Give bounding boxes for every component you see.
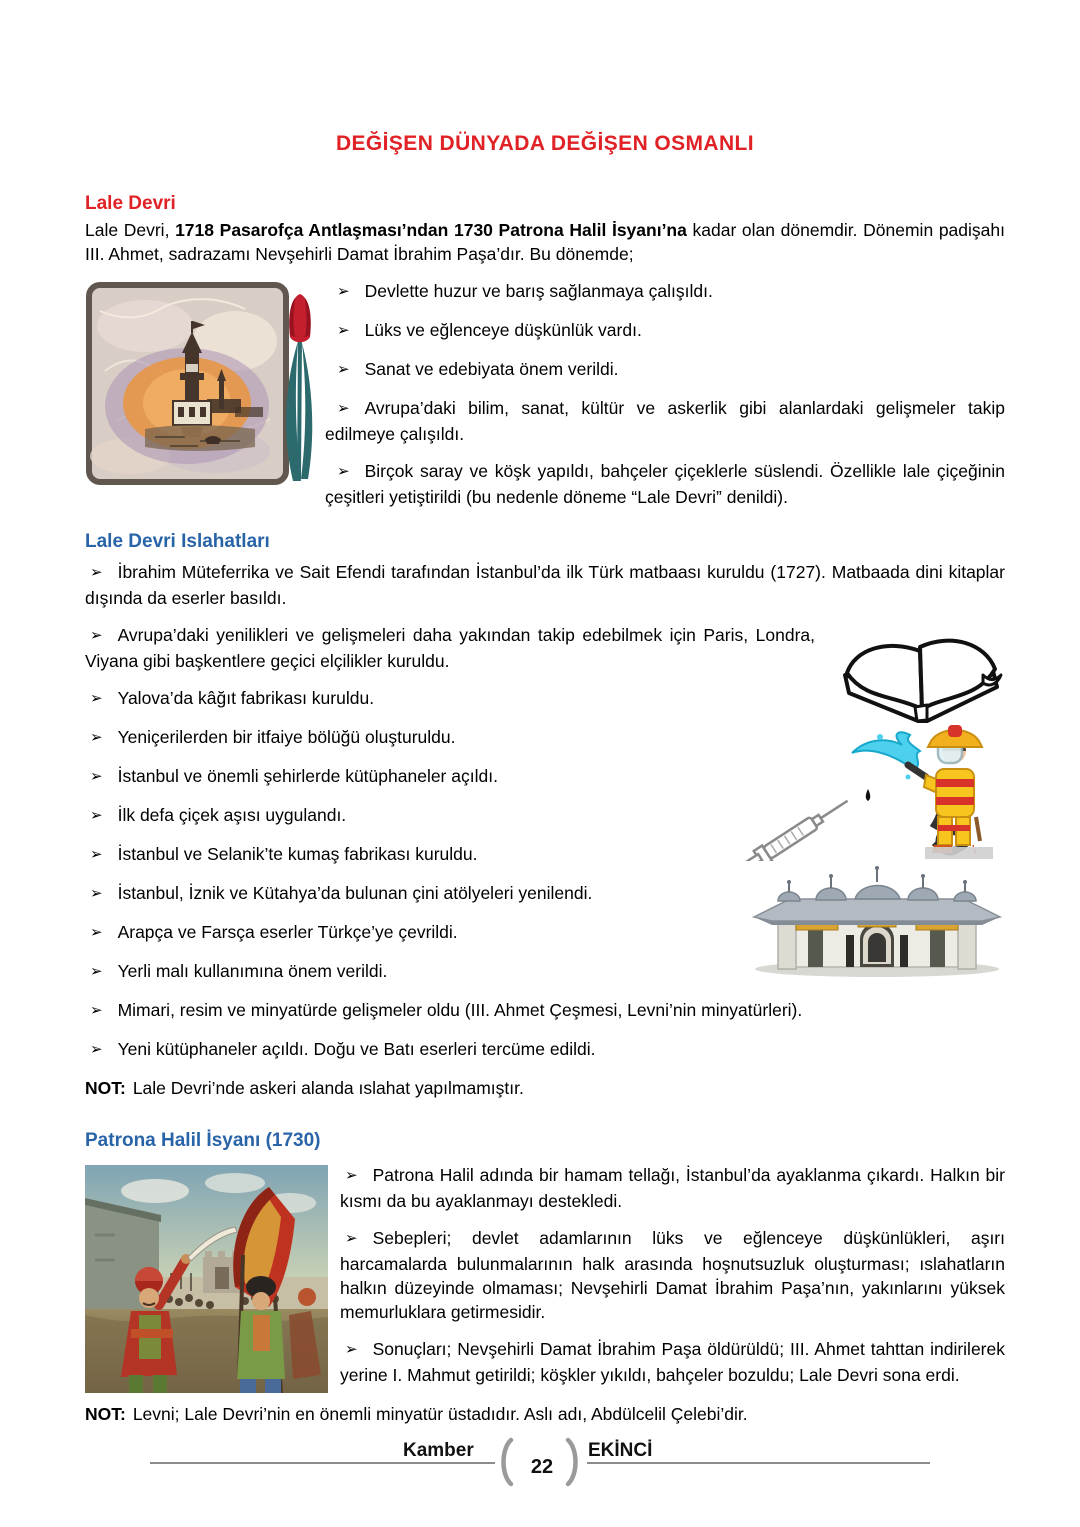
bullet-text: Lüks ve eğlenceye düşkünlük vardı. bbox=[364, 320, 642, 340]
heading-patrona-halil: Patrona Halil İsyanı (1730) bbox=[85, 1130, 321, 1151]
open-book-image bbox=[825, 623, 1005, 723]
arrow-bullet-icon: ➢ bbox=[90, 846, 103, 863]
islahat-note bbox=[85, 1076, 1005, 1100]
bullet-text: Avrupa’daki bilim, sanat, kültür ve askerlik gibi alanlardaki gelişmeler takip edilmeye çalışıldı. bbox=[325, 398, 1005, 444]
arrow-bullet-icon: ➢ bbox=[90, 924, 103, 941]
firefighter-hose-syringe-illustration bbox=[730, 725, 1005, 861]
bullet-text: Yeniçerilerden bir itfaiye bölüğü oluşturuldu. bbox=[117, 727, 456, 747]
bullet-text: Sanat ve edebiyata önem verildi. bbox=[364, 359, 619, 379]
footer-line-right bbox=[587, 1462, 930, 1464]
ebru-tower-tulip-image bbox=[85, 281, 315, 486]
ahmet-III-fountain-illustration bbox=[750, 863, 1005, 977]
list-item bbox=[85, 1037, 1005, 1063]
intro-text-1: Lale Devri, bbox=[85, 220, 176, 240]
intro-text-2: kadar olan dönemdir. Dönemin padişahı III. Ahmet, sadrazamı Nevşehirli Damat İbrahim Paşa’dır. Bu dönemde; bbox=[85, 220, 1005, 264]
arrow-bullet-icon: ➢ bbox=[345, 1167, 358, 1184]
intro-text-bold: 1718 Pasarofça Antlaşması’ndan 1730 Patrona Halil İsyanı’na bbox=[175, 220, 687, 240]
fountain-image bbox=[750, 863, 1005, 977]
firefighter-syringe-image bbox=[730, 725, 1005, 861]
right-brace-icon bbox=[564, 1437, 584, 1487]
page-footer bbox=[150, 1420, 930, 1490]
lale-devri-section bbox=[85, 279, 1005, 522]
arrow-bullet-icon: ➢ bbox=[90, 963, 103, 980]
footer-author-last: EKİNCİ bbox=[588, 1440, 653, 1461]
footer-author-first: Kamber bbox=[403, 1440, 474, 1461]
bullet-text: Yeni kütüphaneler açıldı. Doğu ve Batı eserleri tercüme edildi. bbox=[117, 1039, 596, 1059]
revolt-painting-image bbox=[85, 1165, 328, 1393]
bullet-text: Arapça ve Farsça eserler Türkçe’ye çevrildi. bbox=[117, 922, 458, 942]
arrow-bullet-icon: ➢ bbox=[90, 807, 103, 824]
heading-lale-devri-islahatlari: Lale Devri Islahatları bbox=[85, 531, 270, 552]
heading-lale-devri: Lale Devri bbox=[85, 193, 176, 214]
arrow-bullet-icon: ➢ bbox=[90, 627, 103, 644]
arrow-bullet-icon: ➢ bbox=[337, 361, 350, 378]
bullet-text: Birçok saray ve köşk yapıldı, bahçeler çiçeklerle süslendi. Özellikle lale çiçeğinin çeşitleri yetiştirildi (bu nedenle döneme “Lale Devri” denildi). bbox=[325, 461, 1005, 507]
bullet-text: Devlette huzur ve barış sağlanmaya çalışıldı. bbox=[364, 281, 713, 301]
footer-line-left bbox=[150, 1462, 495, 1464]
arrow-bullet-icon: ➢ bbox=[337, 322, 350, 339]
bullet-text: İlk defa çiçek aşısı uygulandı. bbox=[117, 805, 347, 825]
page-title: DEĞİŞEN DÜNYADA DEĞİŞEN OSMANLI bbox=[335, 132, 755, 155]
islahatlar-section bbox=[85, 560, 1005, 1100]
page-number: 22 bbox=[530, 1456, 554, 1478]
bullet-text: Avrupa’daki yenilikleri ve gelişmeleri daha yakından takip edebilmek için Paris, Londra, Viyana gibi başkentlere geçici elçilikler kuruldu. bbox=[85, 625, 815, 671]
bullet-text: Mimari, resim ve minyatürde gelişmeler oldu (III. Ahmet Çeşmesi, Levni’nin minyatürleri). bbox=[117, 1000, 803, 1020]
arrow-bullet-icon: ➢ bbox=[337, 400, 350, 417]
patrona-section bbox=[85, 1163, 1005, 1400]
arrow-bullet-icon: ➢ bbox=[345, 1230, 358, 1247]
list-item bbox=[85, 998, 1005, 1024]
arrow-bullet-icon: ➢ bbox=[90, 768, 103, 785]
list-item bbox=[85, 560, 1005, 610]
bullet-text: İstanbul, İznik ve Kütahya’da bulunan çini atölyeleri yenilendi. bbox=[117, 883, 593, 903]
arrow-bullet-icon: ➢ bbox=[90, 564, 103, 581]
bullet-text: İbrahim Müteferrika ve Sait Efendi tarafından İstanbul’da ilk Türk matbaası kuruldu (1727). Matbaada dini kitaplar dışında da eserler basıldı. bbox=[85, 562, 1005, 608]
bullet-text: Sebepleri; devlet adamlarının lüks ve eğlenceye düşkünlükleri, aşırı harcamalarda bulunmalarının halk arasında hoşnutsuzluk oluşturması; ıslahatların halkın düzeyinde olmaması; Nevşehirli Damat İbrahim Paşa’nın, yakınlarını yüksek memurluklara getirmesidir. bbox=[340, 1228, 1005, 1322]
open-book-illustration bbox=[835, 623, 1005, 723]
page-content bbox=[85, 0, 1005, 1426]
lale-devri-intro bbox=[85, 218, 1005, 266]
maiden-tower-tulip-illustration bbox=[85, 281, 315, 486]
bullet-text: Yalova’da kâğıt fabrikası kuruldu. bbox=[117, 688, 375, 708]
arrow-bullet-icon: ➢ bbox=[90, 729, 103, 746]
bullet-text: Sonuçları; Nevşehirli Damat İbrahim Paşa öldürüldü; III. Ahmet tahttan indirilerek yerine I. Mahmut getirildi; köşkler yıkıldı, bahçeler bozuldu; Lale Devri sona erdi. bbox=[340, 1339, 1005, 1385]
arrow-bullet-icon: ➢ bbox=[345, 1341, 358, 1358]
left-brace-icon bbox=[495, 1437, 515, 1487]
bullet-text: Yerli malı kullanımına önem verildi. bbox=[117, 961, 388, 981]
note-label: NOT: bbox=[85, 1078, 126, 1098]
bullet-text: İstanbul ve Selanik’te kumaş fabrikası kuruldu. bbox=[117, 844, 478, 864]
note-label: NOT: bbox=[85, 1404, 126, 1424]
bullet-text: İstanbul ve önemli şehirlerde kütüphaneler açıldı. bbox=[117, 766, 498, 786]
arrow-bullet-icon: ➢ bbox=[90, 1041, 103, 1058]
arrow-bullet-icon: ➢ bbox=[90, 1002, 103, 1019]
arrow-bullet-icon: ➢ bbox=[90, 885, 103, 902]
arrow-bullet-icon: ➢ bbox=[337, 283, 350, 300]
note-text: Lale Devri’nde askeri alanda ıslahat yapılmamıştır. bbox=[132, 1078, 524, 1098]
bullet-text: Patrona Halil adında bir hamam tellağı, İstanbul’da ayaklanma çıkardı. Halkın bir kısmı da bu ayaklanmayı destekledi. bbox=[340, 1165, 1005, 1211]
note-text: Levni; Lale Devri’nin en önemli minyatür üstadıdır. Aslı adı, Abdülcelil Çelebi’dir. bbox=[132, 1404, 748, 1424]
patrona-halil-revolt-illustration bbox=[85, 1165, 328, 1393]
arrow-bullet-icon: ➢ bbox=[337, 463, 350, 480]
arrow-bullet-icon: ➢ bbox=[90, 690, 103, 707]
